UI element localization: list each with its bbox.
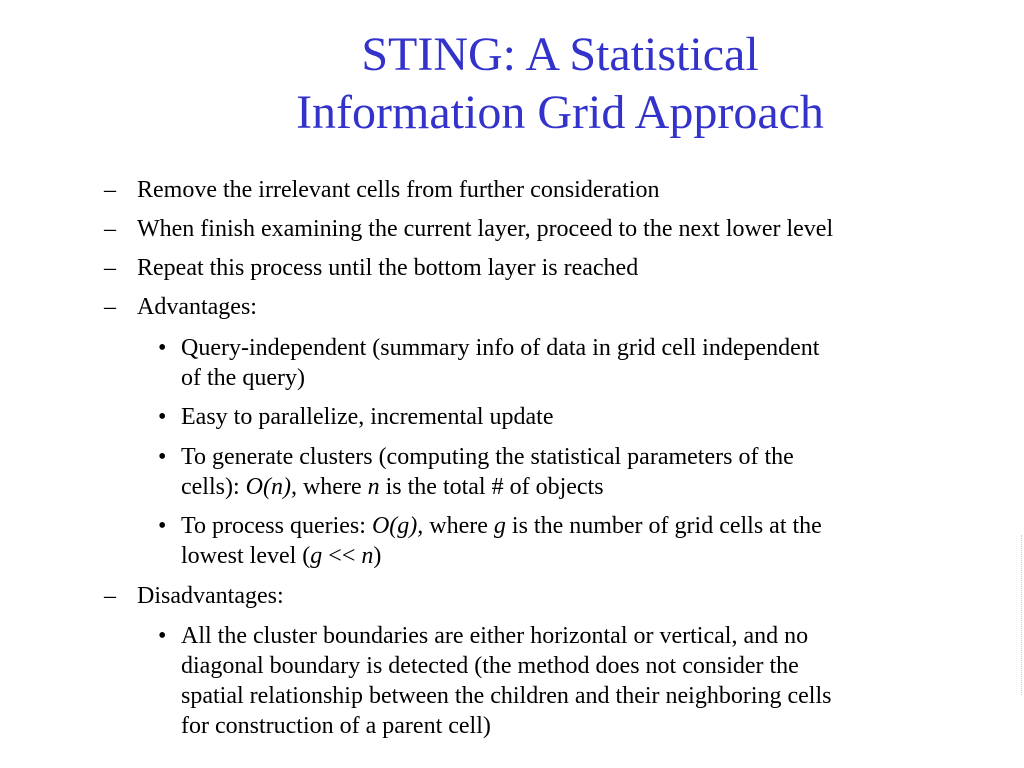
list-item-repeat: Repeat this process until the bottom layer is reached [137, 255, 639, 281]
bullet-marker: • [158, 513, 167, 539]
complexity-on: O(n), [245, 474, 297, 500]
bullet-marker: • [158, 444, 167, 470]
sub-item-boundaries-line-4: for construction of a parent cell) [181, 713, 491, 739]
list-item-remove: Remove the irrelevant cells from further consideration [137, 177, 660, 203]
text-segment: where [423, 513, 494, 539]
dash-marker: – [104, 216, 116, 242]
edge-watermark-strip [1019, 535, 1022, 695]
sub-item-query-independent-line-2: of the query) [181, 365, 305, 391]
sub-item-boundaries-line-2: diagonal boundary is detected (the method does not consider the [181, 653, 799, 679]
variable-n: n [361, 543, 374, 569]
dash-marker: – [104, 255, 116, 281]
list-item-when-finish: When finish examining the current layer, proceed to the next lower level [137, 216, 834, 242]
variable-g: g [310, 543, 323, 569]
sub-item-query-independent-line-1: Query-independent (summary info of data in grid cell independent [181, 335, 820, 361]
text-segment: ) [373, 543, 382, 569]
slide-title-line-2: Information Grid Approach [296, 86, 824, 139]
dash-marker: – [104, 583, 116, 609]
sub-item-process-queries-line-2 [181, 541, 381, 572]
sub-item-boundaries-line-3: spatial relationship between the children and their neighboring cells [181, 683, 832, 709]
bullet-marker: • [158, 335, 167, 361]
slide-title-line-1: STING: A Statistical [361, 28, 759, 81]
bullet-marker: • [158, 404, 167, 430]
text-segment: To process queries: [181, 513, 372, 539]
sub-item-generate-clusters-line-2 [181, 472, 604, 503]
text-segment: lowest level ( [181, 543, 311, 569]
variable-g: g [493, 513, 506, 539]
sub-item-boundaries-line-1: All the cluster boundaries are either horizontal or vertical, and no [181, 623, 809, 649]
sub-item-generate-clusters-line-1: To generate clusters (computing the statistical parameters of the [181, 444, 794, 470]
complexity-og: O(g), [371, 513, 424, 539]
bullet-marker: • [158, 623, 167, 649]
list-item-advantages: Advantages: [137, 294, 257, 320]
dash-marker: – [104, 177, 116, 203]
text-segment: where [296, 474, 368, 500]
list-item-disadvantages: Disadvantages: [137, 583, 284, 609]
text-segment: is the total # of objects [379, 474, 604, 500]
text-segment: is the number of grid cells at the [505, 513, 822, 539]
dash-marker: – [104, 294, 116, 320]
text-segment: << [322, 543, 362, 569]
text-segment: cells): [181, 474, 246, 500]
sub-item-easy-parallelize: Easy to parallelize, incremental update [181, 404, 554, 430]
sub-item-process-queries-line-1 [181, 511, 822, 542]
variable-n: n [367, 474, 380, 500]
